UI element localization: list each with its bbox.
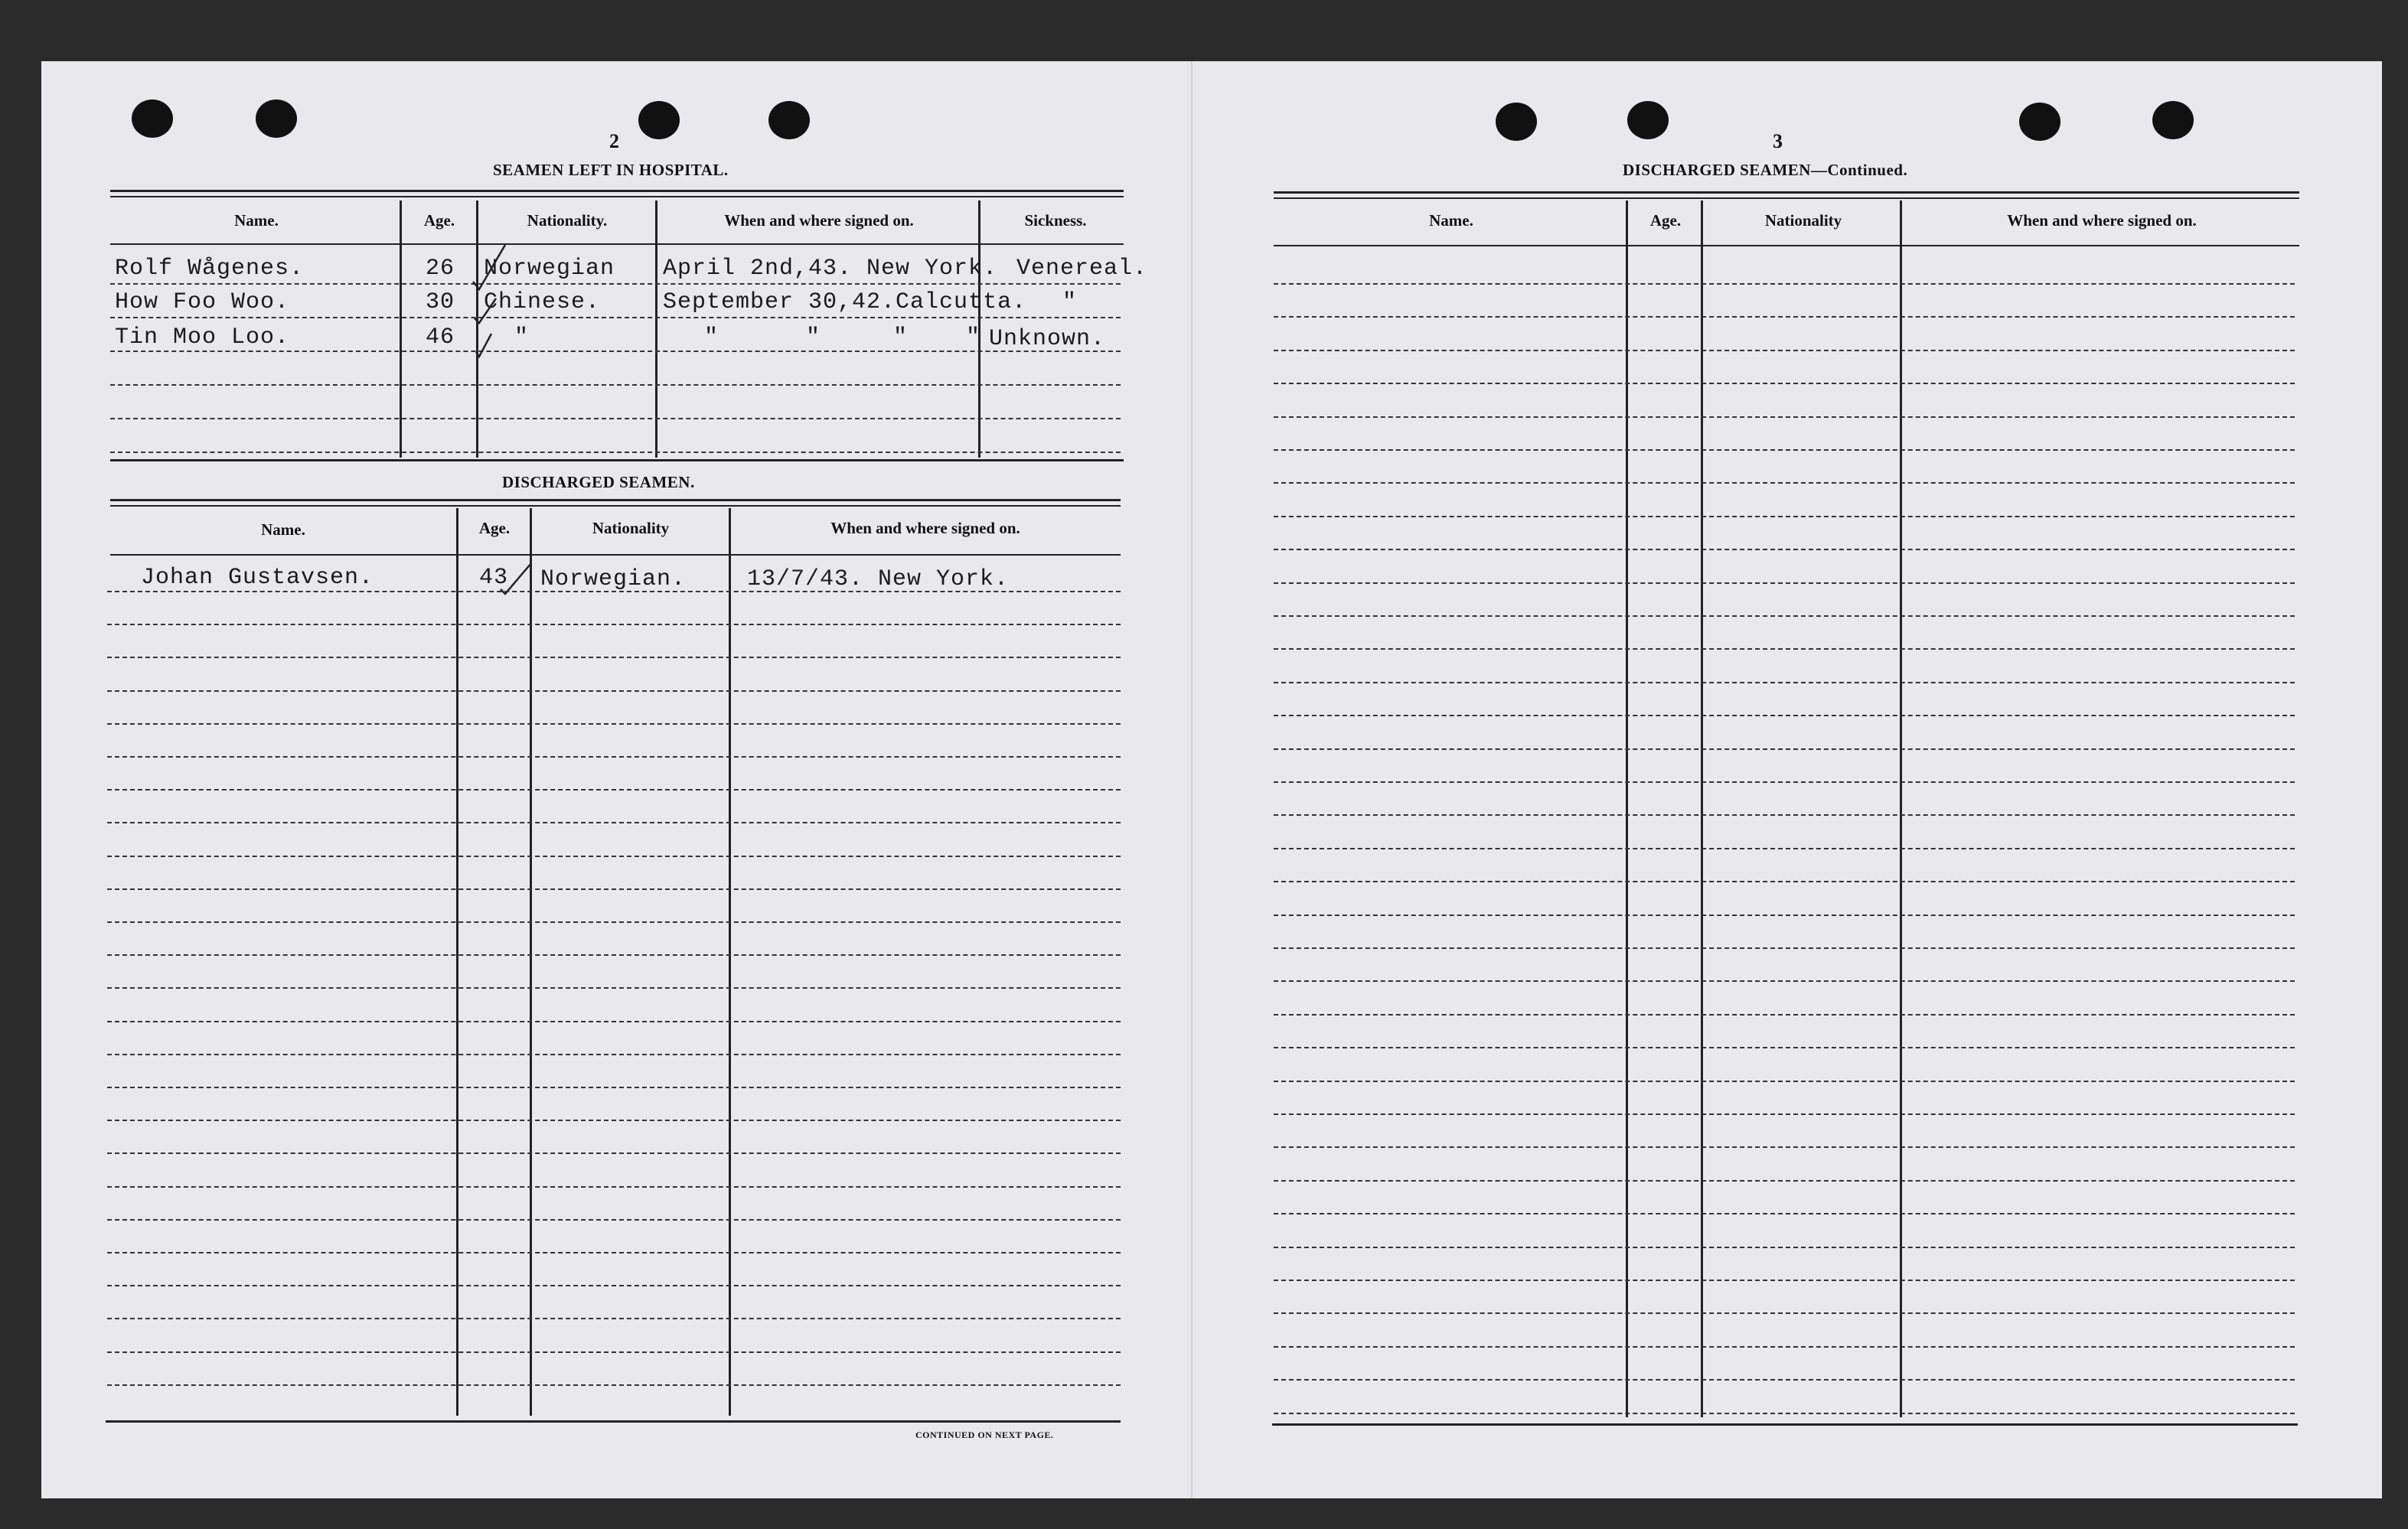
- row-rule: [110, 350, 1121, 352]
- seaman-age: 30: [426, 289, 455, 315]
- row-rule: [107, 888, 1121, 890]
- row-rule: [1274, 1180, 2295, 1182]
- ledger-sheet: [41, 61, 2382, 1498]
- row-rule: [1274, 1247, 2295, 1248]
- row-rule: [1274, 1346, 2295, 1348]
- row-rule: [107, 1252, 1121, 1254]
- signed-on: April 2nd,43. New York.: [663, 256, 998, 282]
- discharged-col-divider: [456, 508, 458, 1416]
- right-top-rule-2: [1274, 197, 2299, 199]
- row-rule: [1274, 881, 2295, 882]
- discharged-col-divider: [729, 508, 731, 1416]
- row-rule: [107, 624, 1121, 625]
- row-rule: [1274, 283, 2295, 285]
- row-rule: [1274, 316, 2295, 318]
- hospital-top-rule: [110, 190, 1124, 192]
- punch-hole: [638, 101, 680, 139]
- seaman-name: Johan Gustavsen.: [141, 565, 374, 591]
- hospital-header-rule: [110, 243, 1124, 245]
- discharged-top-rule-2: [110, 505, 1121, 507]
- row-rule: [1274, 715, 2295, 716]
- row-rule: [1274, 914, 2295, 916]
- sickness: Venereal.: [1016, 256, 1148, 282]
- punch-hole: [132, 99, 173, 138]
- row-rule: [1274, 350, 2295, 351]
- row-rule: [1274, 1312, 2295, 1314]
- row-rule: [1274, 449, 2295, 451]
- sickness: Unknown.: [989, 326, 1106, 352]
- row-rule: [1274, 615, 2295, 617]
- discharged-header-rule: [110, 554, 1121, 556]
- row-rule: [110, 418, 1121, 419]
- row-rule: [107, 1219, 1121, 1221]
- row-rule: [1274, 549, 2295, 550]
- seaman-age: 46: [426, 324, 455, 350]
- row-rule: [1274, 1146, 2295, 1148]
- hospital-header-nationality: Nationality.: [527, 211, 608, 230]
- discharged-col-divider: [530, 508, 532, 1416]
- check-marks: [456, 237, 510, 360]
- row-rule: [107, 921, 1121, 923]
- row-rule: [1274, 1379, 2295, 1381]
- hospital-header-name: Name.: [234, 211, 279, 230]
- punch-hole: [1496, 103, 1537, 141]
- seaman-age: 43: [479, 565, 509, 591]
- right-top-rule: [1274, 191, 2299, 194]
- discharged-header-nationality: Nationality: [592, 519, 670, 537]
- seaman-name: How Foo Woo.: [115, 289, 290, 315]
- right-header-age: Age.: [1649, 211, 1682, 230]
- seaman-nationality: Norwegian.: [540, 566, 687, 592]
- row-rule: [1274, 582, 2295, 584]
- row-rule: [1274, 1047, 2295, 1048]
- row-rule: [107, 789, 1121, 791]
- row-rule: [107, 1285, 1121, 1286]
- row-rule: [107, 1087, 1121, 1088]
- row-rule: [1274, 1413, 2295, 1414]
- row-rule: [1274, 1081, 2295, 1082]
- hospital-header-sickness: Sickness.: [1024, 211, 1087, 230]
- row-rule: [107, 1351, 1121, 1353]
- discharged-section-title: DISCHARGED SEAMEN.: [502, 473, 695, 491]
- sickness: ": [1062, 289, 1078, 315]
- punch-hole: [768, 101, 810, 139]
- row-rule: [110, 452, 1121, 453]
- row-rule: [1274, 682, 2295, 683]
- row-rule: [1274, 947, 2295, 949]
- right-bottom-rule: [1272, 1423, 2298, 1426]
- row-rule: [1274, 648, 2295, 650]
- discharged-header-name: Name.: [261, 520, 305, 539]
- page-number-left: 2: [609, 130, 619, 152]
- row-rule: [107, 856, 1121, 857]
- right-header-nationality: Nationality: [1764, 211, 1842, 230]
- row-rule: [1274, 748, 2295, 750]
- hospital-header-age: Age.: [423, 211, 455, 230]
- row-rule: [107, 1384, 1121, 1386]
- row-rule: [1274, 1280, 2295, 1281]
- row-rule: [107, 657, 1121, 658]
- punch-hole: [2152, 101, 2194, 139]
- row-rule: [107, 591, 1121, 592]
- page-number-right: 3: [1773, 130, 1783, 152]
- row-rule: [107, 1021, 1121, 1022]
- row-rule: [1274, 1113, 2295, 1115]
- hospital-bottom-rule: [110, 459, 1124, 461]
- row-rule: [107, 690, 1121, 692]
- row-rule: [107, 723, 1121, 725]
- discharged-header-when-where: When and where signed on.: [830, 519, 1020, 537]
- row-rule: [107, 987, 1121, 989]
- row-rule: [1274, 848, 2295, 849]
- row-rule: [107, 1186, 1121, 1188]
- continued-note: CONTINUED ON NEXT PAGE.: [915, 1430, 1054, 1440]
- signed-on: 13/7/43. New York.: [747, 566, 1010, 592]
- punch-hole: [256, 99, 297, 138]
- row-rule: [1274, 416, 2295, 418]
- punch-hole: [2019, 103, 2061, 141]
- row-rule: [1274, 980, 2295, 982]
- center-fold: [1191, 61, 1193, 1498]
- seaman-name: Rolf Wågenes.: [115, 256, 305, 282]
- right-header-when-where: When and where signed on.: [2007, 211, 2197, 230]
- right-header-name: Name.: [1429, 211, 1473, 230]
- seaman-name: Tin Moo Loo.: [115, 324, 290, 350]
- seaman-age: 26: [426, 256, 455, 282]
- row-rule: [110, 317, 1121, 318]
- row-rule: [107, 1318, 1121, 1319]
- row-rule: [1274, 1014, 2295, 1016]
- signed-on: September 30,42.Calcutta.: [663, 289, 1027, 315]
- row-rule: [1274, 814, 2295, 816]
- row-rule: [107, 1152, 1121, 1154]
- right-header-rule: [1274, 245, 2299, 246]
- discharged-bottom-rule: [106, 1420, 1121, 1423]
- row-rule: [110, 283, 1121, 285]
- row-rule: [107, 1120, 1121, 1121]
- seaman-nationality: Chinese.: [484, 289, 601, 315]
- row-rule: [1274, 482, 2295, 484]
- row-rule: [1274, 1213, 2295, 1214]
- row-rule: [107, 954, 1121, 956]
- row-rule: [1274, 781, 2295, 783]
- row-rule: [110, 384, 1121, 386]
- row-rule: [1274, 516, 2295, 517]
- hospital-section-title: SEAMEN LEFT IN HOSPITAL.: [493, 161, 729, 179]
- signed-on: " " " ": [704, 324, 981, 350]
- punch-hole: [1627, 101, 1669, 139]
- hospital-top-rule-2: [110, 196, 1124, 197]
- row-rule: [1274, 383, 2295, 384]
- row-rule: [107, 822, 1121, 823]
- seaman-nationality: Norwegian: [484, 256, 615, 282]
- discharged-top-rule: [110, 499, 1121, 501]
- hospital-header-when-where: When and where signed on.: [724, 211, 914, 230]
- right-section-title: DISCHARGED SEAMEN—Continued.: [1623, 161, 1908, 179]
- row-rule: [107, 756, 1121, 758]
- seaman-nationality: ": [514, 324, 530, 350]
- row-rule: [107, 1054, 1121, 1055]
- discharged-header-age: Age.: [478, 519, 511, 537]
